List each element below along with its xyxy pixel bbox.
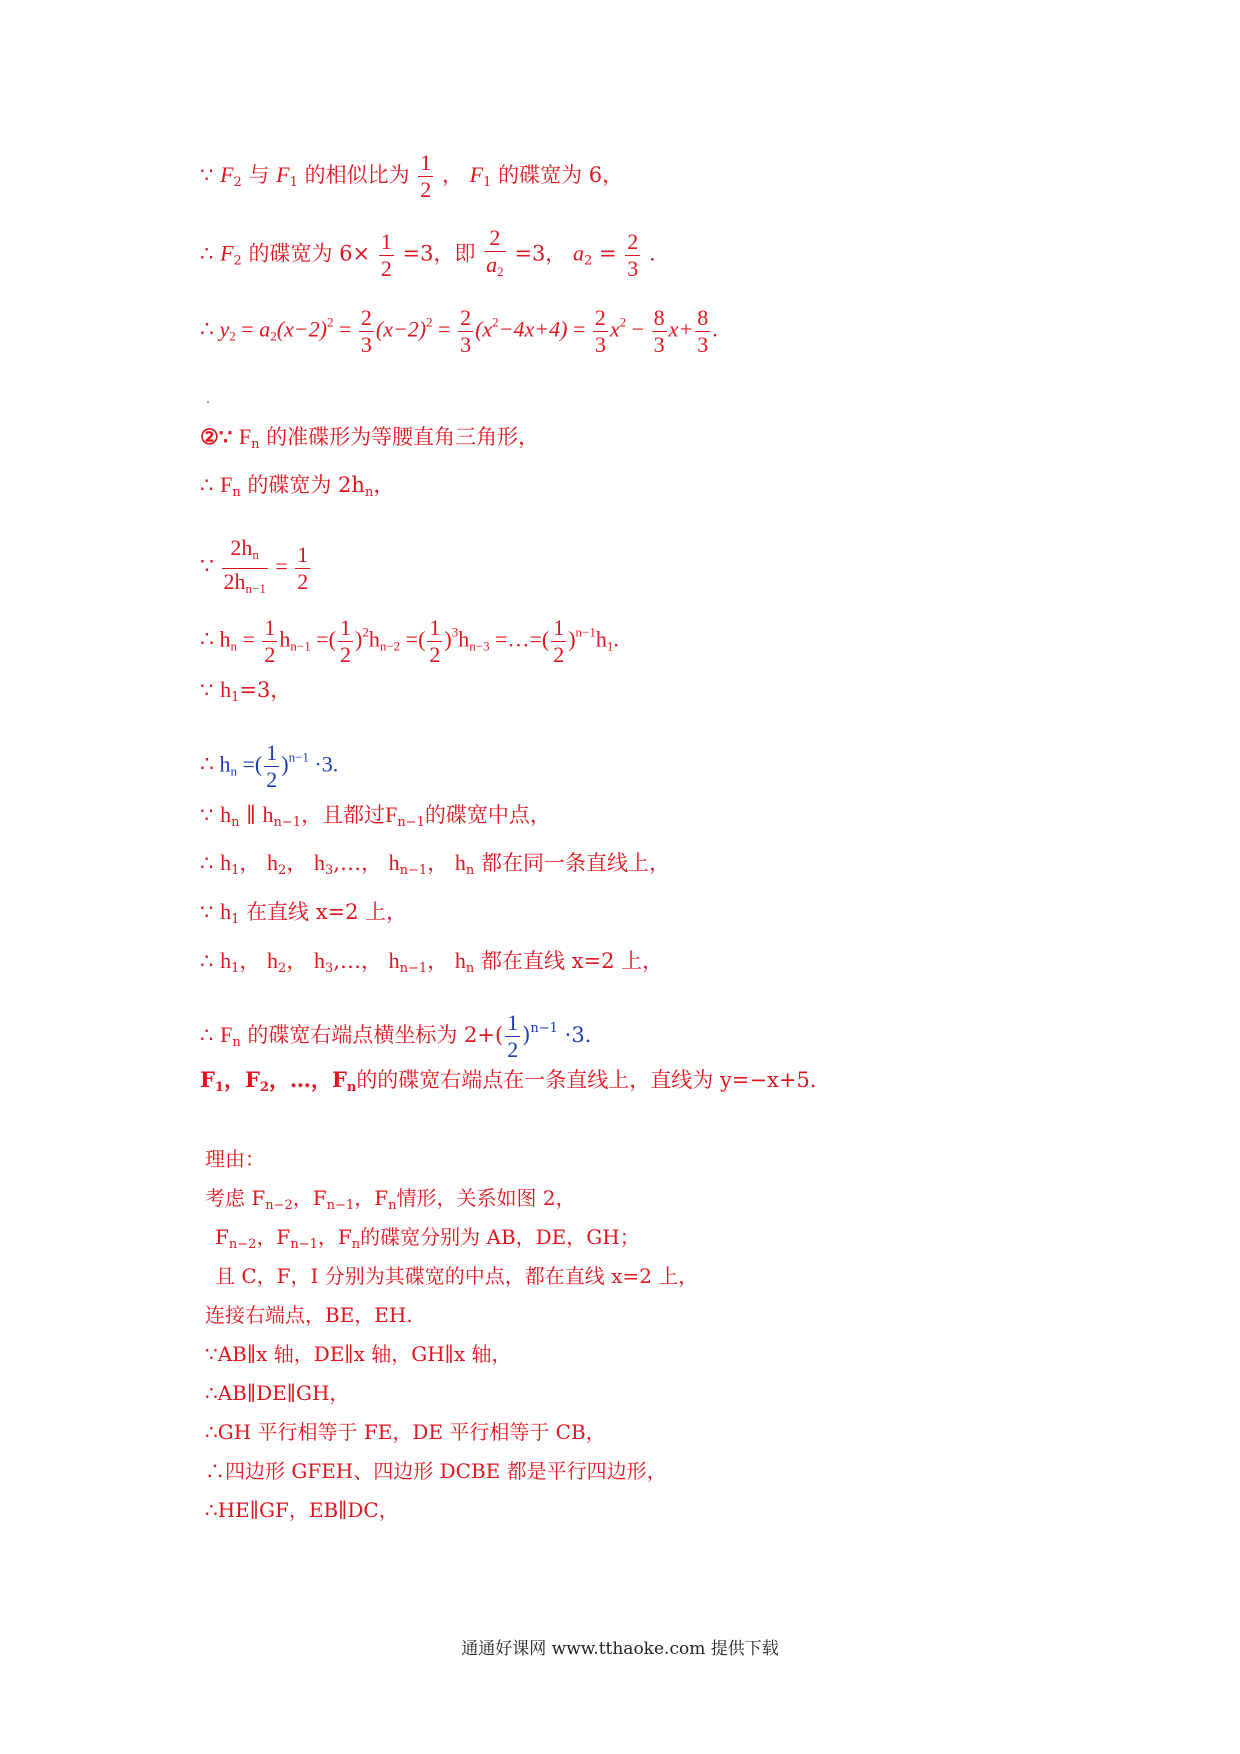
subscript: n — [252, 547, 259, 562]
subscript: n−2 — [265, 1198, 293, 1213]
footer-source: 通通好课网 www.tthaoke.com 提供下载 — [461, 1639, 779, 1659]
part-marker: ②∵ — [200, 424, 233, 449]
line-hn-formula — [200, 740, 338, 793]
denominator: 3 — [697, 332, 709, 357]
text: ， — [427, 949, 449, 973]
reason-line: ∴HE∥GF，EB∥DC， — [205, 1498, 399, 1522]
text: ,…， — [333, 851, 382, 875]
subscript: n−1 — [290, 638, 311, 654]
fraction — [418, 150, 433, 203]
h-letter: h — [388, 850, 400, 875]
text: 的碟宽为 6， — [498, 163, 624, 187]
h-letter: h — [314, 948, 325, 973]
numerator: 2 — [594, 305, 606, 330]
paren: ) — [444, 626, 452, 652]
text: =3， — [239, 678, 292, 702]
equals: = — [241, 316, 254, 342]
subscript: 2 — [278, 863, 287, 878]
subscript: 2 — [233, 175, 242, 190]
subscript: 2 — [270, 328, 277, 344]
fraction — [625, 229, 640, 282]
subscript: 3 — [325, 863, 334, 878]
text: ， — [286, 949, 308, 973]
denominator: 2 — [340, 642, 351, 667]
subscript: n−1 — [399, 961, 428, 976]
line-h1-on-x2 — [200, 897, 407, 935]
fraction — [379, 229, 394, 282]
text: ·3. — [314, 751, 339, 777]
line-all-on-x2 — [200, 946, 663, 984]
numerator: 1 — [507, 1010, 519, 1035]
superscript: 2 — [326, 314, 334, 330]
h-letter: h — [219, 751, 231, 777]
line-y2-expression — [200, 305, 718, 358]
text: 都在同一条直线上， — [480, 851, 670, 875]
f-letter: F — [276, 162, 290, 187]
f-letter: F — [220, 472, 233, 497]
subscript: n — [232, 485, 241, 500]
equals: = — [438, 316, 451, 342]
fraction — [551, 615, 566, 668]
reason-line: 且 C，F，I 分别为其碟宽的中点，都在直线 x=2 上， — [215, 1264, 699, 1288]
superscript: n−1 — [575, 624, 596, 640]
h-letter: h — [262, 802, 274, 827]
text: ,…， — [333, 949, 382, 973]
subscript: n−1 — [397, 815, 425, 830]
h-letter: h — [388, 948, 400, 973]
subscript: 2 — [229, 328, 236, 344]
text: ， — [239, 851, 261, 875]
denominator: 2 — [553, 642, 565, 667]
numerator: 1 — [553, 615, 565, 640]
subscript: 1 — [231, 912, 240, 927]
text: 的的碟宽右端点在一条直线上，直线为 y=−x+5. — [356, 1068, 817, 1092]
equals: =( — [316, 626, 336, 652]
f-letter: F — [331, 1067, 347, 1092]
denominator — [484, 251, 506, 285]
superscript: 2 — [362, 624, 369, 640]
therefore-symbol: ∴ — [200, 949, 214, 973]
subscript: 3 — [325, 961, 334, 976]
text: 的碟宽中点， — [424, 803, 551, 827]
denominator: 2 — [420, 177, 432, 202]
text: ， — [223, 1067, 245, 1092]
because-symbol: ∵ — [200, 553, 214, 579]
denominator — [222, 568, 268, 602]
numerator: 2 — [627, 228, 639, 254]
subscript: n — [364, 485, 374, 500]
superscript: 2 — [492, 314, 499, 330]
h-letter: h — [458, 626, 470, 652]
expression: (x−2) — [276, 316, 327, 342]
text: . — [648, 241, 656, 266]
text: ，F — [292, 1186, 327, 1210]
superscript: 3 — [451, 624, 459, 640]
reason-line — [215, 1223, 640, 1259]
line-hn-recursion — [200, 615, 619, 668]
subscript: n−1 — [399, 863, 428, 878]
subscript: 1 — [289, 175, 298, 190]
expression: −4x+4) — [498, 316, 568, 342]
because-symbol: ∵ — [200, 900, 214, 924]
equals: = — [242, 626, 255, 652]
subscript: n — [351, 1237, 361, 1252]
denominator: 3 — [627, 255, 639, 281]
line-parallel — [200, 800, 551, 838]
denominator: 2 — [380, 255, 392, 281]
fraction — [505, 1010, 520, 1063]
subscript: 2 — [259, 1080, 269, 1095]
h-letter: h — [368, 626, 380, 652]
line-fn-width — [200, 470, 394, 508]
line-conclusion — [200, 1065, 817, 1103]
reason-line: ∴GH 平行相等于 FE，DE 平行相等于 CB， — [205, 1420, 606, 1444]
equals: =( — [242, 751, 263, 777]
numerator-text: 2h — [230, 535, 253, 560]
text: =3， — [514, 241, 567, 266]
reason-line: ∵AB∥x 轴，DE∥x 轴，GH∥x 轴， — [205, 1342, 512, 1366]
subscript: n−1 — [326, 1198, 355, 1213]
denominator: 3 — [653, 332, 665, 357]
f-letter: F — [469, 162, 484, 187]
f-letter: F — [220, 1022, 233, 1047]
text: =3，即 — [402, 241, 476, 266]
text: 在直线 x=2 上， — [246, 900, 408, 924]
paren: ) — [522, 1023, 531, 1047]
subscript: n — [231, 815, 240, 830]
h-letter: h — [595, 626, 607, 652]
h-letter: h — [220, 802, 232, 827]
fraction — [338, 615, 353, 668]
reason-line: 连接右端点，BE，EH. — [205, 1303, 413, 1327]
text: 的相似比为 — [304, 163, 410, 187]
text: . — [712, 316, 718, 342]
fraction — [222, 535, 268, 602]
expression: (x−2) — [375, 316, 427, 342]
expression: x+ — [668, 316, 694, 342]
subscript: 2 — [278, 961, 287, 976]
subscript: n — [230, 763, 237, 779]
f-letter: F — [385, 802, 398, 827]
numerator: 2 — [460, 305, 472, 330]
h-letter: h — [454, 948, 466, 973]
subscript: n−1 — [290, 1237, 318, 1252]
text: ，…， — [268, 1067, 332, 1092]
subscript: n−1 — [245, 581, 266, 596]
a-letter: a — [259, 316, 271, 342]
denominator: 2 — [266, 767, 278, 792]
numerator — [222, 535, 268, 568]
a-letter: a — [573, 240, 584, 266]
fraction — [458, 305, 473, 358]
denominator: 3 — [460, 332, 472, 357]
fraction — [427, 615, 442, 668]
h-letter: h — [220, 899, 232, 924]
subscript: n — [346, 1080, 357, 1095]
numerator: 2 — [489, 225, 501, 250]
h-letter: h — [220, 948, 232, 973]
h-letter: h — [220, 850, 232, 875]
text: ， — [286, 851, 308, 875]
numerator: 1 — [380, 228, 392, 254]
text: 的碟宽分别为 AB，DE，GH； — [360, 1225, 640, 1249]
subscript: 2 — [233, 253, 242, 269]
denominator: 2 — [297, 569, 309, 594]
line-f2-width — [200, 225, 656, 285]
superscript: 2 — [619, 314, 627, 330]
denominator-text: 2h — [223, 569, 246, 594]
subscript: 1 — [231, 690, 240, 705]
x-letter: x — [609, 316, 620, 342]
subscript: 1 — [214, 1080, 224, 1095]
text: ， — [239, 949, 261, 973]
subscript: n — [232, 1035, 241, 1050]
denominator: 3 — [360, 332, 372, 357]
text: F — [215, 1225, 229, 1249]
therefore-symbol: ∴ — [200, 1023, 214, 1047]
text: ，且都过 — [301, 803, 386, 827]
numerator: 1 — [264, 615, 276, 640]
text: 情形，关系如图 2， — [396, 1186, 576, 1210]
therefore-symbol: ∴ — [200, 851, 214, 875]
h-letter: h — [279, 626, 291, 652]
reason-line: ∴四边形 GFEH、四边形 DCBE 都是平行四边形， — [205, 1459, 667, 1483]
subscript: n — [465, 961, 475, 976]
numerator: 1 — [266, 740, 278, 765]
line-similarity-ratio — [200, 150, 623, 203]
because-symbol: ∵ — [200, 803, 214, 827]
f-letter: F — [220, 240, 234, 266]
text: 考虑 F — [205, 1186, 266, 1210]
subscript: n — [251, 437, 260, 452]
f-letter: F — [238, 424, 252, 449]
subscript: n — [465, 863, 475, 878]
equals: = — [275, 553, 288, 579]
text: 的碟宽右端点横坐标为 2+( — [247, 1023, 504, 1047]
numerator: 1 — [340, 615, 351, 640]
text: ，F — [317, 1225, 352, 1249]
denominator: 3 — [594, 332, 606, 357]
line-h1-value — [200, 675, 291, 713]
fraction — [652, 305, 667, 358]
therefore-symbol: ∴ — [200, 751, 214, 777]
subscript: 2 — [584, 253, 593, 269]
subscript: 1 — [606, 638, 614, 654]
text: ，F — [354, 1186, 389, 1210]
subscript: n−2 — [379, 638, 401, 654]
text: 与 — [248, 163, 270, 187]
h-letter: h — [314, 850, 325, 875]
reason-line — [205, 1184, 576, 1220]
superscript: n−1 — [530, 1021, 558, 1036]
expression: (x — [475, 316, 493, 342]
denominator: 2 — [507, 1037, 519, 1062]
equals: =( — [405, 626, 426, 652]
fraction — [695, 305, 710, 358]
text: 都在直线 x=2 上， — [480, 949, 664, 973]
because-symbol: ∵ — [200, 678, 214, 702]
subscript: n−1 — [273, 815, 302, 830]
h-letter: h — [267, 948, 279, 973]
equals: = — [338, 316, 352, 342]
line-part2-intro — [200, 422, 539, 460]
fraction — [264, 740, 279, 793]
numerator: 8 — [697, 305, 709, 330]
subscript: 1 — [231, 961, 240, 976]
therefore-symbol: ∴ — [200, 316, 214, 342]
fraction — [593, 305, 608, 358]
therefore-symbol: ∴ — [200, 241, 214, 266]
fraction — [484, 225, 506, 285]
fraction — [262, 615, 277, 668]
subscript: n — [230, 638, 237, 654]
text: ， — [373, 473, 395, 497]
text: ·3. — [564, 1023, 592, 1047]
superscript: 2 — [426, 314, 433, 330]
numerator: 1 — [297, 542, 309, 567]
line-same-line — [200, 848, 670, 886]
paren: ) — [568, 626, 576, 652]
line-ratio — [200, 535, 312, 602]
equals: = — [572, 316, 586, 342]
minus: − — [631, 316, 645, 342]
subscript: 1 — [483, 175, 492, 190]
text: . — [613, 626, 619, 652]
stray-dot — [207, 401, 209, 403]
text: 的准碟形为等腰直角三角形， — [266, 425, 540, 449]
subscript: n — [388, 1198, 397, 1213]
numerator: 1 — [429, 615, 441, 640]
therefore-symbol: ∴ — [200, 626, 214, 652]
fraction — [295, 542, 310, 595]
subscript: 2 — [497, 264, 504, 279]
reason-line: ∴AB∥DE∥GH， — [205, 1381, 350, 1405]
subscript: n−3 — [469, 638, 490, 654]
denominator: 2 — [264, 642, 276, 667]
subscript: n−2 — [228, 1237, 257, 1252]
h-letter: h — [219, 626, 231, 652]
f-letter: F — [244, 1067, 260, 1092]
a-letter: a — [486, 252, 498, 277]
h-letter: h — [267, 850, 279, 875]
text: ， — [427, 851, 449, 875]
parallel-symbol: ∥ — [246, 803, 256, 827]
text: 的碟宽为 6× — [248, 241, 371, 266]
line-right-endpoint — [200, 1010, 591, 1063]
text: 的碟宽为 2h — [247, 473, 365, 497]
fraction — [359, 305, 374, 358]
paren: ) — [355, 626, 363, 652]
reason-heading: 理由： — [205, 1147, 265, 1171]
subscript: 1 — [231, 863, 240, 878]
y-letter: y — [219, 316, 230, 342]
equals: =…=( — [495, 626, 550, 652]
denominator: 2 — [429, 642, 441, 667]
text: ， — [441, 163, 463, 187]
paren: ) — [281, 751, 289, 777]
therefore-symbol: ∴ — [200, 473, 214, 497]
f-letter: F — [200, 1067, 215, 1092]
f-letter: F — [220, 162, 234, 187]
text: ，F — [256, 1225, 291, 1249]
text: = — [598, 241, 617, 266]
superscript: n−1 — [288, 749, 309, 765]
numerator: 2 — [360, 305, 372, 330]
numerator: 8 — [653, 305, 665, 330]
numerator: 1 — [420, 150, 432, 175]
h-letter: h — [220, 677, 232, 702]
because-symbol: ∵ — [200, 163, 214, 187]
h-letter: h — [454, 850, 466, 875]
